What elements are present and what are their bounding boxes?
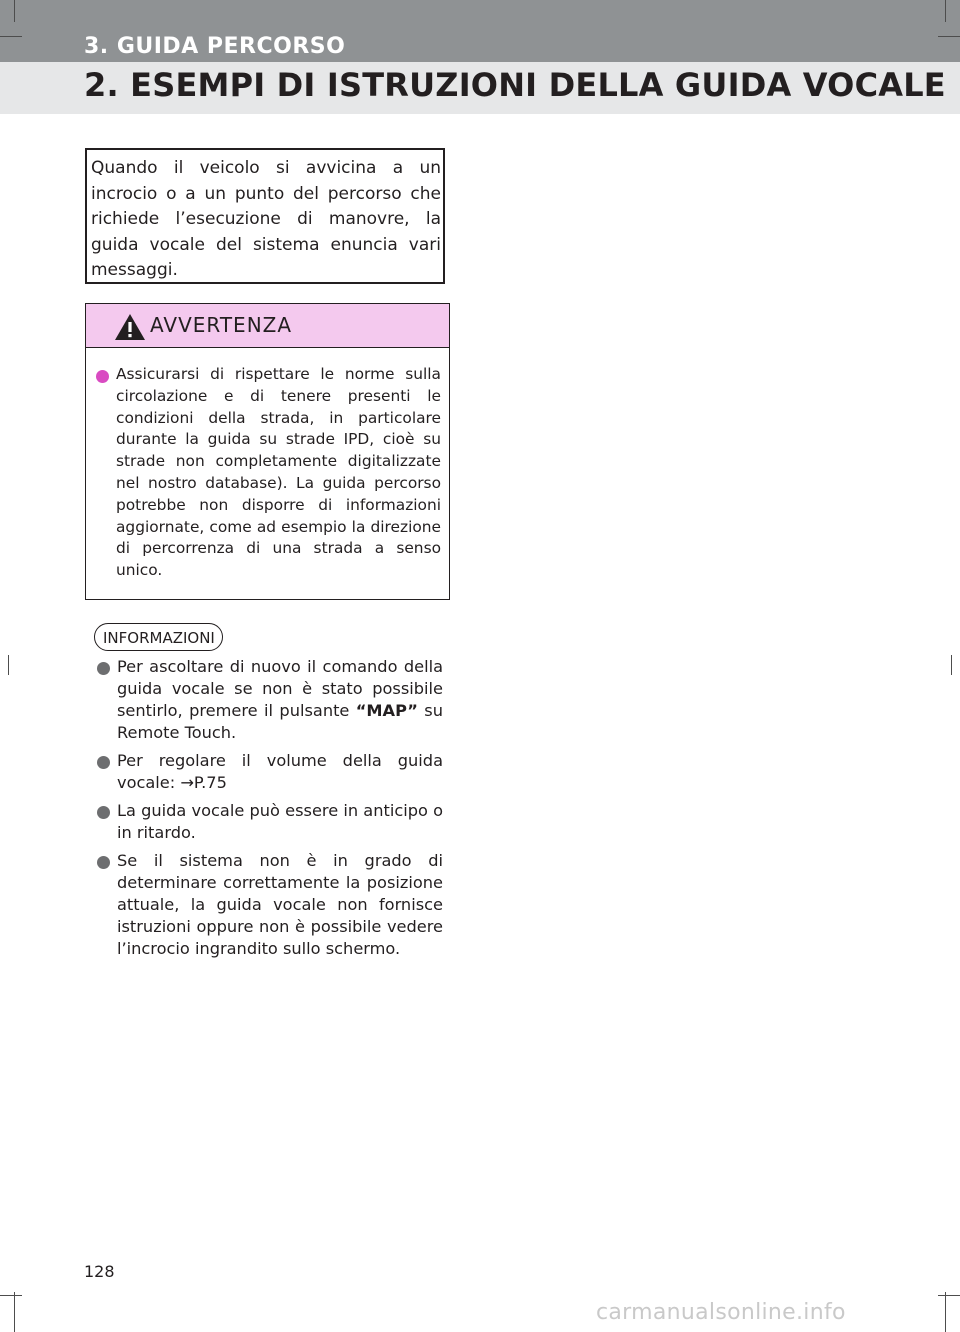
warning-triangle-icon [114,313,146,341]
info-item [97,850,443,960]
info-badge: INFORMAZIONI [94,623,223,651]
info-text: Per regolare il volume della guida vocale: →P.75 [117,751,443,792]
crop-mark [0,36,22,37]
bullet-icon [97,662,110,675]
crop-mark [14,0,15,22]
info-item [97,656,443,744]
warning-header [86,304,449,348]
crop-mark [8,655,9,675]
page-title: 2. ESEMPI DI ISTRUZIONI DELLA GUIDA VOCALE [84,66,946,104]
crop-mark [951,655,952,675]
watermark: carmanualsonline.info [596,1300,846,1325]
intro-text: Quando il veicolo si avvicina a un incrocio o a un punto del percorso che richiede l’esecuzione di manovre, la guida vocale del sistema enuncia vari messaggi. [91,158,441,280]
warning-item [96,364,441,582]
page-reference-link[interactable]: →P.75 [180,773,227,792]
page-number: 128 [84,1262,115,1281]
map-button-label: “MAP” [355,701,418,720]
bullet-icon [97,856,110,869]
info-text: La guida vocale può essere in anticipo o in ritardo. [117,801,443,842]
info-list [97,656,443,966]
info-text: Per ascoltare di nuovo il comando della guida vocale se non è stato possibile sentirlo, premere il pulsante “MAP” su Remote Touch. [117,657,443,742]
bullet-icon [96,370,109,383]
section-label: 3. GUIDA PERCORSO [84,34,346,59]
crop-mark [938,1295,960,1296]
info-item [97,750,443,794]
info-item [97,800,443,844]
crop-mark [938,36,960,37]
warning-title: AVVERTENZA [150,313,293,337]
crop-mark [945,0,946,22]
crop-mark [945,1292,946,1332]
intro-box [85,148,445,284]
crop-mark [14,1292,15,1332]
warning-box [85,303,450,600]
info-text: Se il sistema non è in grado di determinare correttamente la posizione attuale, la guida vocale non fornisce istruzioni oppure non è possibile vedere l’incrocio ingrandito sullo schermo. [117,851,443,958]
warning-text: Assicurarsi di rispettare le norme sulla circolazione e di tenere presenti le condizioni della strada, in particolare durante la guida su strade IPD, cioè su strade non completamente digitalizzate nel nostro database). La guida percorso potrebbe non disporre di informazioni aggiornate, come ad esempio la direzione di percorrenza di una strada a senso unico. [116,365,441,580]
bullet-icon [97,756,110,769]
bullet-icon [97,806,110,819]
warning-body [96,364,441,582]
crop-mark [0,1295,22,1296]
